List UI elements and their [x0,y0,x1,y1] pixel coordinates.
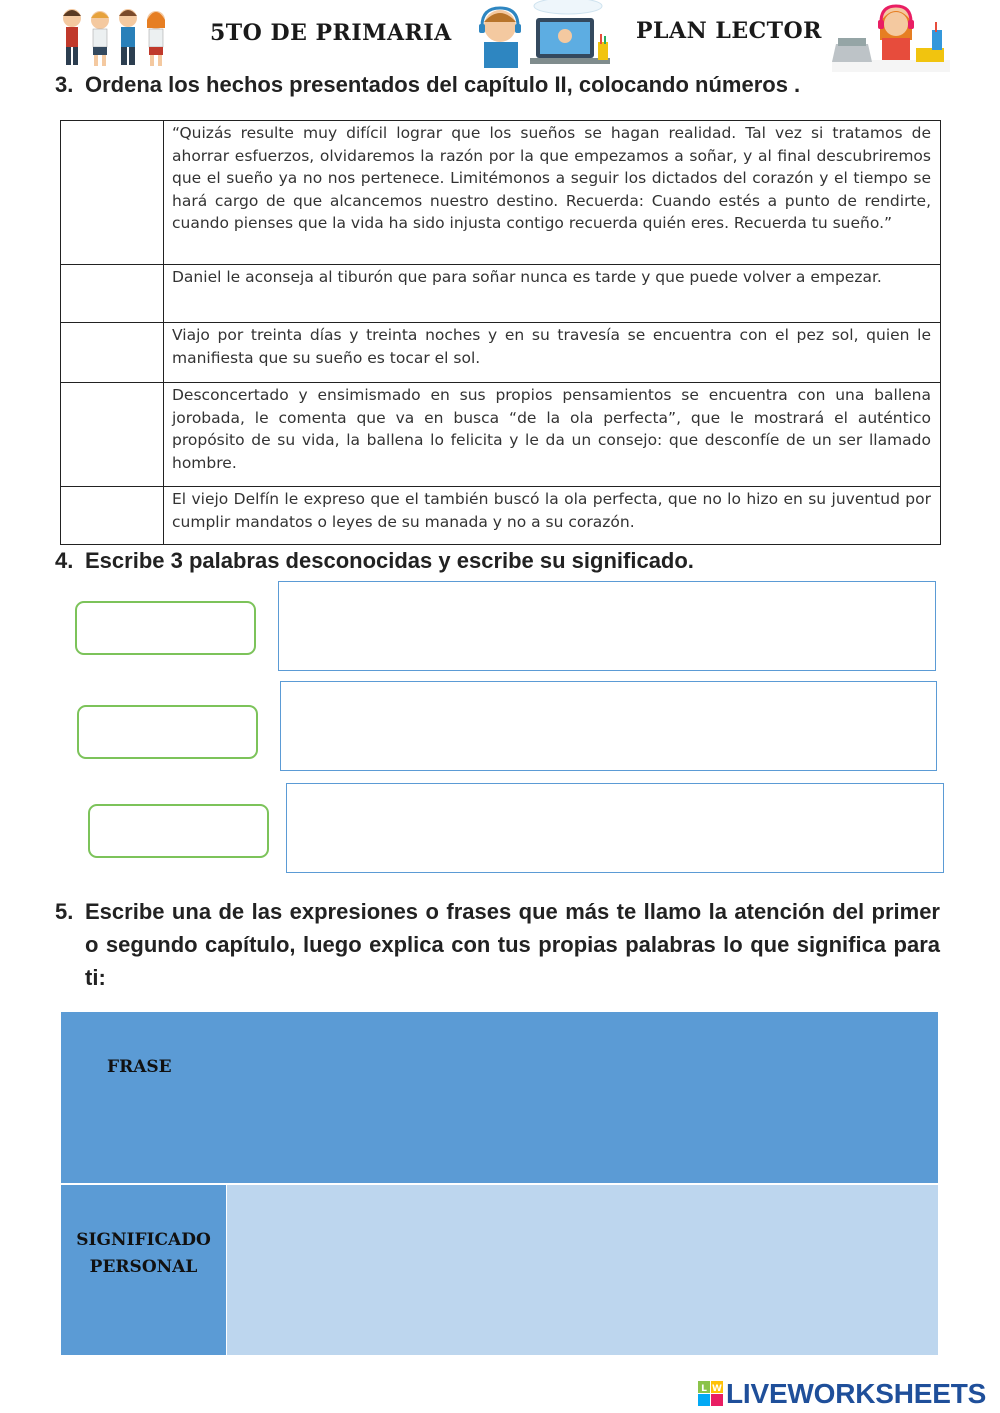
fact-text: “Quizás resulte muy difícil lograr que los sueños se hagan realidad. Tal vez si tratamos de ahorrar esfuerzos, olvidaremos la razón por la que empezamos a soñar, y al final descubriremos que el sueño ya no nos pertenece. Limitémonos a seguir los dictados del corazón y el tiempo se hará cargo de que alcancemos nuestro destino. Recuerda: Cuando estés a punto de rendirte, cuando pienses que la vida ha sido injusta contigo recuerda quién eres. Recuerda tu sueño.” [164,121,941,265]
significado-input[interactable] [227,1185,938,1355]
unknown-word-input-1[interactable] [75,601,256,655]
student-laptop-illustration [832,0,950,72]
question-3-title [55,72,800,98]
liveworksheets-logo-icon [698,1381,724,1407]
unknown-word-input-2[interactable] [77,705,258,759]
fact-text: Desconcertado y ensimismado en sus propios pensamientos se encuentra con una ballena jorobada, le comenta que va en busca “de la ola perfecta”, que le mostrará el auténtico propósito de su vida, la ballena lo felicita y le da un consejo: que desconfíe de un ser llamado hombre. [164,383,941,487]
table-row [61,383,941,487]
brand-name: LIVEWORKSHEETS [726,1378,987,1409]
table-row [61,323,941,383]
students-illustration [58,4,182,68]
fact-text: El viejo Delfín le expreso que el también buscó la ola perfecta, que no lo hizo en su juventud por cumplir mandatos o leyes de su manada y no a su corazón. [164,487,941,545]
unknown-word-input-3[interactable] [88,804,269,858]
table-row [61,265,941,323]
header [0,0,1000,72]
liveworksheets-logo [698,1378,986,1410]
question-text: Ordena los hechos presentados del capítulo II, colocando números . [85,72,801,97]
order-number-cell[interactable] [61,323,164,383]
order-number-cell[interactable] [61,383,164,487]
order-number-cell[interactable] [61,121,164,265]
svg-text:L: L [701,1384,707,1394]
student-computer-illustration [470,0,618,70]
table-row [61,121,941,265]
grade-title: 5TO DE PRIMARIA [210,20,452,46]
question-number: 4. [55,548,74,573]
question-5-title [55,895,940,994]
program-title: PLAN LECTOR [636,18,822,44]
fact-text: Daniel le aconseja al tiburón que para soñar nunca es tarde y que puede volver a empezar. [164,265,941,323]
svg-text:W: W [712,1384,722,1394]
question-number: 3. [55,72,74,97]
frase-label: FRASE [107,1057,172,1077]
fact-text: Viajo por treinta días y treinta noches y en su travesía se encuentra con el pez sol, quien le manifiesta que su sueño es tocar el sol. [164,323,941,383]
question-4-title [55,548,694,574]
word-meaning-input-2[interactable] [280,681,937,771]
question-text: Escribe una de las expresiones o frases que más te llamo la atención del primer o segundo capítulo, luego explica con tus propias palabras lo que significa para ti: [85,899,940,990]
facts-order-table [60,120,941,545]
word-meaning-input-1[interactable] [278,581,936,671]
question-text: Escribe 3 palabras desconocidas y escribe su significado. [85,548,694,573]
order-number-cell[interactable] [61,487,164,545]
frase-input[interactable] [211,1032,911,1162]
frase-row [61,1012,938,1183]
significado-label-cell [61,1185,226,1355]
order-number-cell[interactable] [61,265,164,323]
word-meaning-input-3[interactable] [286,783,944,873]
table-row [61,487,941,545]
significado-label: SIGNIFICADO PERSONAL [76,1230,211,1277]
question-number: 5. [55,899,74,924]
